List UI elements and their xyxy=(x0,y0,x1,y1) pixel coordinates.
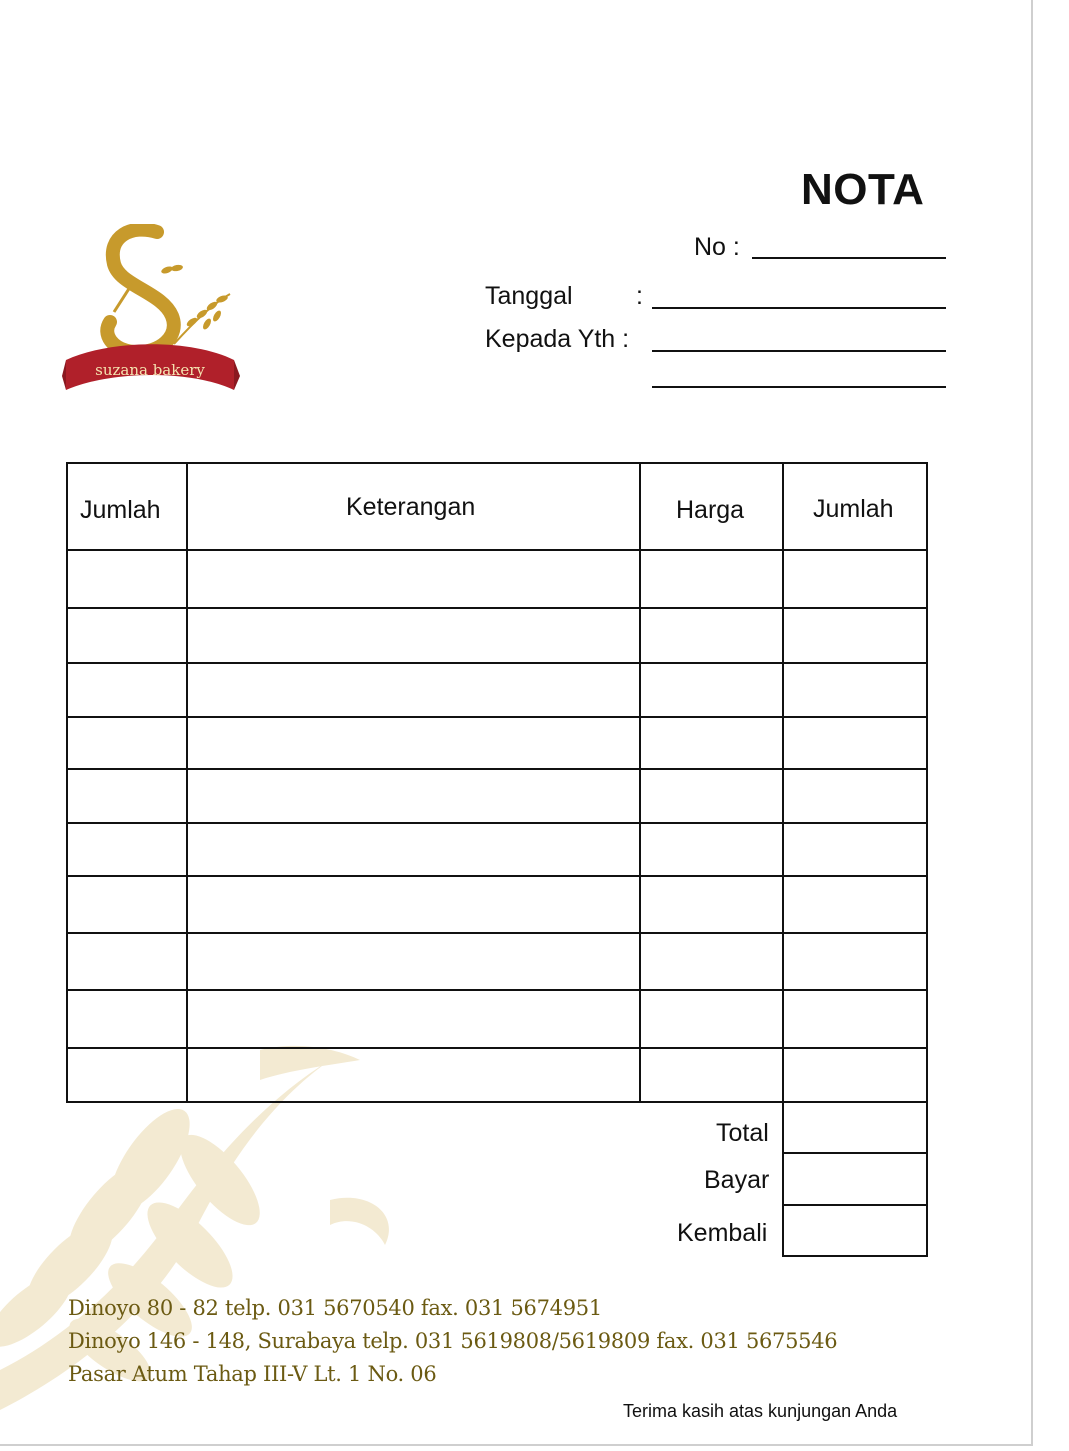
kepada-field-line-2[interactable] xyxy=(652,386,946,388)
col-header-jumlah-amount: Jumlah xyxy=(813,495,894,523)
logo-wheat-icon xyxy=(174,294,230,344)
kepada-field-line-1[interactable] xyxy=(652,350,946,352)
col-header-harga: Harga xyxy=(676,496,745,524)
bayar-label: Bayar xyxy=(704,1166,770,1194)
document-title: NOTA xyxy=(801,165,925,214)
no-label: No : xyxy=(694,233,740,261)
totals-box xyxy=(782,1101,928,1258)
footer-address-3: Pasar Atum Tahap III-V Lt. 1 No. 06 xyxy=(68,1362,437,1386)
col-header-jumlah-qty: Jumlah xyxy=(80,496,161,524)
footer-address-2: Dinoyo 146 - 148, Surabaya telp. 031 5619808/5619809 fax. 031 5675546 xyxy=(68,1329,838,1353)
items-table xyxy=(66,462,928,1103)
tanggal-field-line[interactable] xyxy=(652,307,946,309)
kembali-label: Kembali xyxy=(677,1219,768,1247)
kepada-label: Kepada Yth : xyxy=(485,325,630,353)
no-field-line[interactable] xyxy=(752,257,946,259)
total-label: Total xyxy=(716,1119,769,1147)
footer-address-1: Dinoyo 80 - 82 telp. 031 5670540 fax. 031 5674951 xyxy=(68,1296,602,1320)
thanks-note: Terima kasih atas kunjungan Anda xyxy=(623,1401,898,1421)
logo-text: suzana bakery xyxy=(95,361,205,379)
tanggal-label: Tanggal xyxy=(485,282,573,310)
tanggal-colon: : xyxy=(636,282,643,310)
col-header-keterangan: Keterangan xyxy=(346,493,476,521)
logo-s-mark-icon xyxy=(107,230,183,353)
suzana-bakery-logo xyxy=(62,224,240,396)
